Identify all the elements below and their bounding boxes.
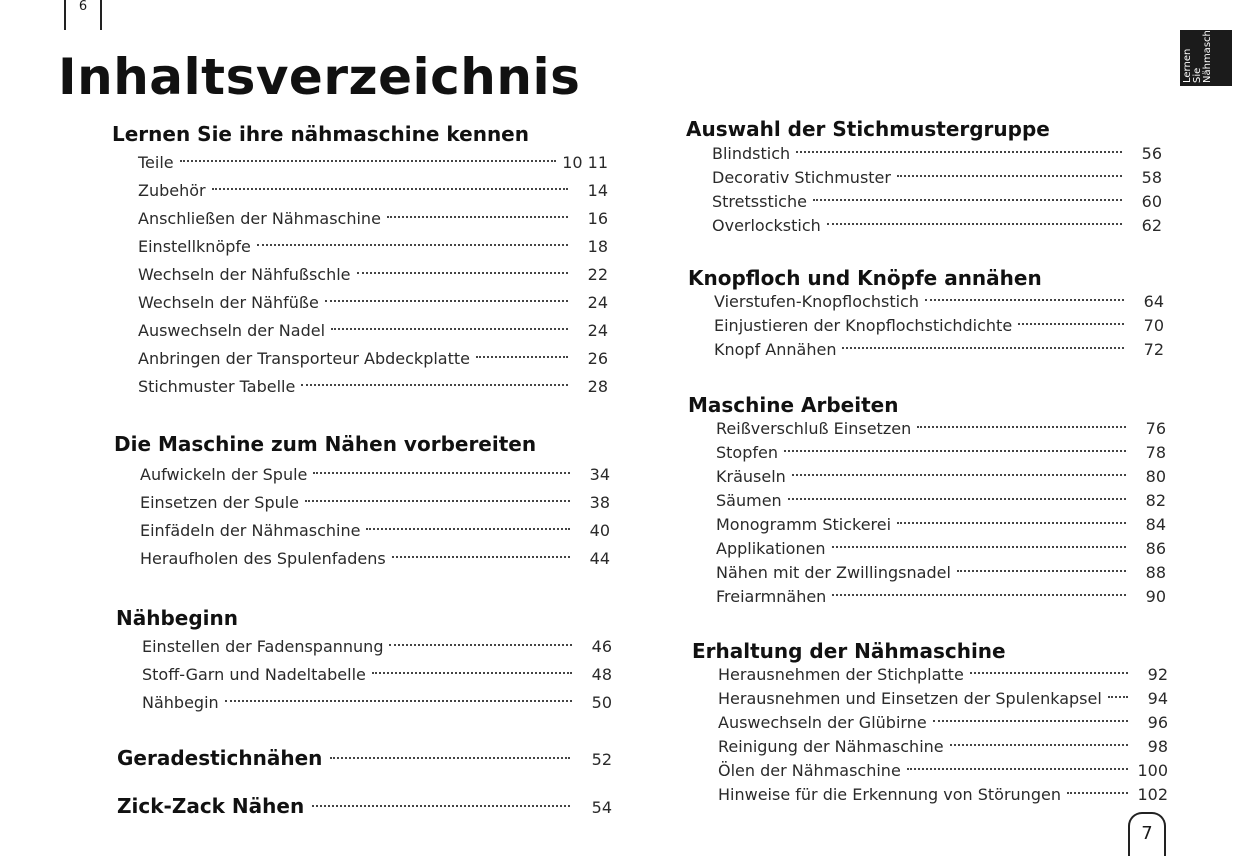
toc-entry xyxy=(718,663,1168,687)
entry-label: Blindstich xyxy=(712,144,791,163)
page-ref: 38 xyxy=(589,493,610,512)
entry-label: Einsetzen der Spule xyxy=(140,493,300,512)
toc-list xyxy=(716,417,1166,609)
toc-entry xyxy=(712,142,1162,166)
entry-label: Anbringen der Transporteur Abdeckplatte xyxy=(138,349,470,368)
section-heading: Auswahl der Stichmustergruppe xyxy=(686,117,1050,141)
entry-label: Wechseln der Nähfüße xyxy=(138,293,319,312)
toc-entry xyxy=(142,661,612,689)
toc-entry xyxy=(140,461,610,489)
toc-heading-row xyxy=(117,743,612,773)
page-ref: 40 xyxy=(589,521,610,540)
dot-leader xyxy=(180,160,557,162)
entry-label: Herausnehmen der Stichplatte xyxy=(718,665,964,684)
page-ref: 18 xyxy=(587,237,608,256)
entry-label: Reißverschluß Einsetzen xyxy=(716,419,912,438)
toc-entry xyxy=(716,417,1166,441)
entry-label: Overlockstich xyxy=(712,216,821,235)
entry-label: Wechseln der Nähfußschle xyxy=(138,265,351,284)
page-ref: 10 11 xyxy=(562,153,608,172)
dot-leader xyxy=(907,768,1128,770)
dot-leader xyxy=(788,498,1126,500)
page-ref: 88 xyxy=(1145,563,1166,582)
entry-label: Stoff-Garn und Nadeltabelle xyxy=(142,665,366,684)
toc-list xyxy=(140,461,610,573)
dot-leader xyxy=(842,347,1124,349)
toc-entry xyxy=(714,338,1164,362)
toc-list xyxy=(142,633,612,717)
toc-entry xyxy=(716,441,1166,465)
entry-label: Einfädeln der Nähmaschine xyxy=(140,521,361,540)
section-heading: Zick-Zack Nähen xyxy=(117,794,305,818)
dot-leader xyxy=(225,700,572,702)
toc-entry xyxy=(142,633,612,661)
toc-list xyxy=(718,663,1168,807)
toc-entry xyxy=(138,317,608,345)
dot-leader xyxy=(970,672,1128,674)
toc-entry xyxy=(716,465,1166,489)
entry-label: Einstellen der Fadenspannung xyxy=(142,637,384,656)
page-ref: 64 xyxy=(1143,292,1164,311)
toc-entry xyxy=(138,289,608,317)
dot-leader xyxy=(813,199,1122,201)
section-heading: Knopfloch und Knöpfe annähen xyxy=(688,266,1042,290)
toc-entry xyxy=(712,190,1162,214)
left-page-number: 6 xyxy=(64,0,102,30)
page-ref: 78 xyxy=(1145,443,1166,462)
dot-leader xyxy=(897,175,1122,177)
page-ref: 70 xyxy=(1143,316,1164,335)
toc-entry xyxy=(718,711,1168,735)
dot-leader xyxy=(897,522,1126,524)
entry-label: Applikationen xyxy=(716,539,826,558)
page-ref: 72 xyxy=(1143,340,1164,359)
entry-label: Teile xyxy=(138,153,174,172)
page-ref: 22 xyxy=(587,265,608,284)
dot-leader xyxy=(476,356,568,358)
toc-entry xyxy=(716,489,1166,513)
page-ref: 102 xyxy=(1137,785,1168,804)
toc-list xyxy=(712,142,1162,238)
page-ref: 56 xyxy=(1141,144,1162,163)
toc-entry xyxy=(718,687,1168,711)
section-heading: Geradestichnähen xyxy=(117,746,323,770)
page-ref: 24 xyxy=(587,293,608,312)
entry-label: Heraufholen des Spulenfadens xyxy=(140,549,386,568)
dot-leader xyxy=(827,223,1122,225)
dot-leader xyxy=(313,472,570,474)
toc-entry xyxy=(138,177,608,205)
entry-label: Auswechseln der Glübirne xyxy=(718,713,927,732)
dot-leader xyxy=(917,426,1126,428)
right-page-number: 7 xyxy=(1128,812,1166,856)
page-ref: 34 xyxy=(589,465,610,484)
entry-label: Kräuseln xyxy=(716,467,786,486)
toc-entry xyxy=(138,373,608,401)
dot-leader xyxy=(925,299,1124,301)
dot-leader xyxy=(325,300,568,302)
toc-entry xyxy=(716,537,1166,561)
dot-leader xyxy=(331,328,568,330)
page-ref: 86 xyxy=(1145,539,1166,558)
entry-label: Freiarmnähen xyxy=(716,587,827,606)
page-ref: 16 xyxy=(587,209,608,228)
toc-entry xyxy=(716,513,1166,537)
section-heading: Erhaltung der Nähmaschine xyxy=(692,639,1006,663)
page-ref: 92 xyxy=(1147,665,1168,684)
entry-label: Aufwickeln der Spule xyxy=(140,465,308,484)
page-ref: 82 xyxy=(1145,491,1166,510)
page-ref: 96 xyxy=(1147,713,1168,732)
dot-leader xyxy=(1018,323,1124,325)
toc-entry xyxy=(718,759,1168,783)
entry-label: Zubehör xyxy=(138,181,206,200)
chapter-tab-marker: Lernen Sie Nähmasch xyxy=(1180,30,1232,86)
page-ref: 48 xyxy=(591,665,612,684)
page-ref: 26 xyxy=(587,349,608,368)
page-ref: 24 xyxy=(587,321,608,340)
entry-label: Säumen xyxy=(716,491,782,510)
dot-leader xyxy=(312,805,570,807)
page-ref: 46 xyxy=(591,637,612,656)
page-title: Inhaltsverzeichnis xyxy=(58,48,581,106)
dot-leader xyxy=(372,672,572,674)
dot-leader xyxy=(366,528,570,530)
page-ref: 76 xyxy=(1145,419,1166,438)
toc-entry xyxy=(712,214,1162,238)
entry-label: Auswechseln der Nadel xyxy=(138,321,326,340)
dot-leader xyxy=(784,450,1126,452)
toc-entry xyxy=(716,561,1166,585)
toc-entry xyxy=(714,314,1164,338)
toc-entry xyxy=(140,489,610,517)
dot-leader xyxy=(389,644,572,646)
entry-label: Hinweise für die Erkennung von Störungen xyxy=(718,785,1061,804)
dot-leader xyxy=(392,556,570,558)
page-ref: 14 xyxy=(587,181,608,200)
dot-leader xyxy=(957,570,1126,572)
entry-label: Ölen der Nähmaschine xyxy=(718,761,901,780)
dot-leader xyxy=(387,216,568,218)
page-ref: 58 xyxy=(1141,168,1162,187)
entry-label: Einjustieren der Knopflochstichdichte xyxy=(714,316,1013,335)
dot-leader xyxy=(1108,696,1128,698)
page-ref: 90 xyxy=(1145,587,1166,606)
page-ref: 62 xyxy=(1141,216,1162,235)
entry-label: Anschließen der Nähmaschine xyxy=(138,209,381,228)
toc-entry xyxy=(714,290,1164,314)
entry-label: Knopf Annähen xyxy=(714,340,837,359)
toc-entry xyxy=(718,783,1168,807)
dot-leader xyxy=(212,188,568,190)
dot-leader xyxy=(832,546,1126,548)
dot-leader xyxy=(933,720,1128,722)
toc-entry xyxy=(140,517,610,545)
entry-label: Stopfen xyxy=(716,443,778,462)
dot-leader xyxy=(257,244,568,246)
page-ref: 60 xyxy=(1141,192,1162,211)
toc-entry xyxy=(138,205,608,233)
toc-entry xyxy=(712,166,1162,190)
dot-leader xyxy=(950,744,1128,746)
entry-label: Stretsstiche xyxy=(712,192,807,211)
dot-leader xyxy=(330,757,570,759)
entry-label: Monogramm Stickerei xyxy=(716,515,892,534)
entry-label: Herausnehmen und Einsetzen der Spulenkapsel xyxy=(718,689,1102,708)
dot-leader xyxy=(1067,792,1128,794)
dot-leader xyxy=(357,272,568,274)
toc-entry xyxy=(138,233,608,261)
dot-leader xyxy=(301,384,568,386)
entry-label: Einstellknöpfe xyxy=(138,237,251,256)
page-ref: 52 xyxy=(591,750,612,769)
entry-label: Reinigung der Nähmaschine xyxy=(718,737,944,756)
entry-label: Nähen mit der Zwillingsnadel xyxy=(716,563,951,582)
toc-entry xyxy=(140,545,610,573)
dot-leader xyxy=(305,500,570,502)
page-ref: 44 xyxy=(589,549,610,568)
entry-label: Decorativ Stichmuster xyxy=(712,168,891,187)
toc-entry xyxy=(138,149,608,177)
page-ref: 54 xyxy=(591,798,612,817)
toc-entry xyxy=(716,585,1166,609)
entry-label: Stichmuster Tabelle xyxy=(138,377,296,396)
page-ref: 50 xyxy=(591,693,612,712)
dot-leader xyxy=(792,474,1126,476)
page-ref: 28 xyxy=(587,377,608,396)
page-ref: 94 xyxy=(1147,689,1168,708)
section-heading: Nähbeginn xyxy=(116,606,239,630)
entry-label: Nähbegin xyxy=(142,693,219,712)
toc-list xyxy=(714,290,1164,362)
page-ref: 100 xyxy=(1137,761,1168,780)
page-ref: 98 xyxy=(1147,737,1168,756)
toc-heading-row xyxy=(117,791,612,821)
section-heading: Die Maschine zum Nähen vorbereiten xyxy=(114,432,537,456)
entry-label: Vierstufen-Knopflochstich xyxy=(714,292,919,311)
page-ref: 80 xyxy=(1145,467,1166,486)
toc-entry xyxy=(142,689,612,717)
dot-leader xyxy=(832,594,1126,596)
dot-leader xyxy=(796,151,1122,153)
page-ref: 84 xyxy=(1145,515,1166,534)
toc-list xyxy=(138,149,608,401)
toc-entry xyxy=(138,261,608,289)
section-heading: Lernen Sie ihre nähmaschine kennen xyxy=(112,122,529,146)
section-heading: Maschine Arbeiten xyxy=(688,393,899,417)
toc-entry xyxy=(718,735,1168,759)
toc-entry xyxy=(138,345,608,373)
